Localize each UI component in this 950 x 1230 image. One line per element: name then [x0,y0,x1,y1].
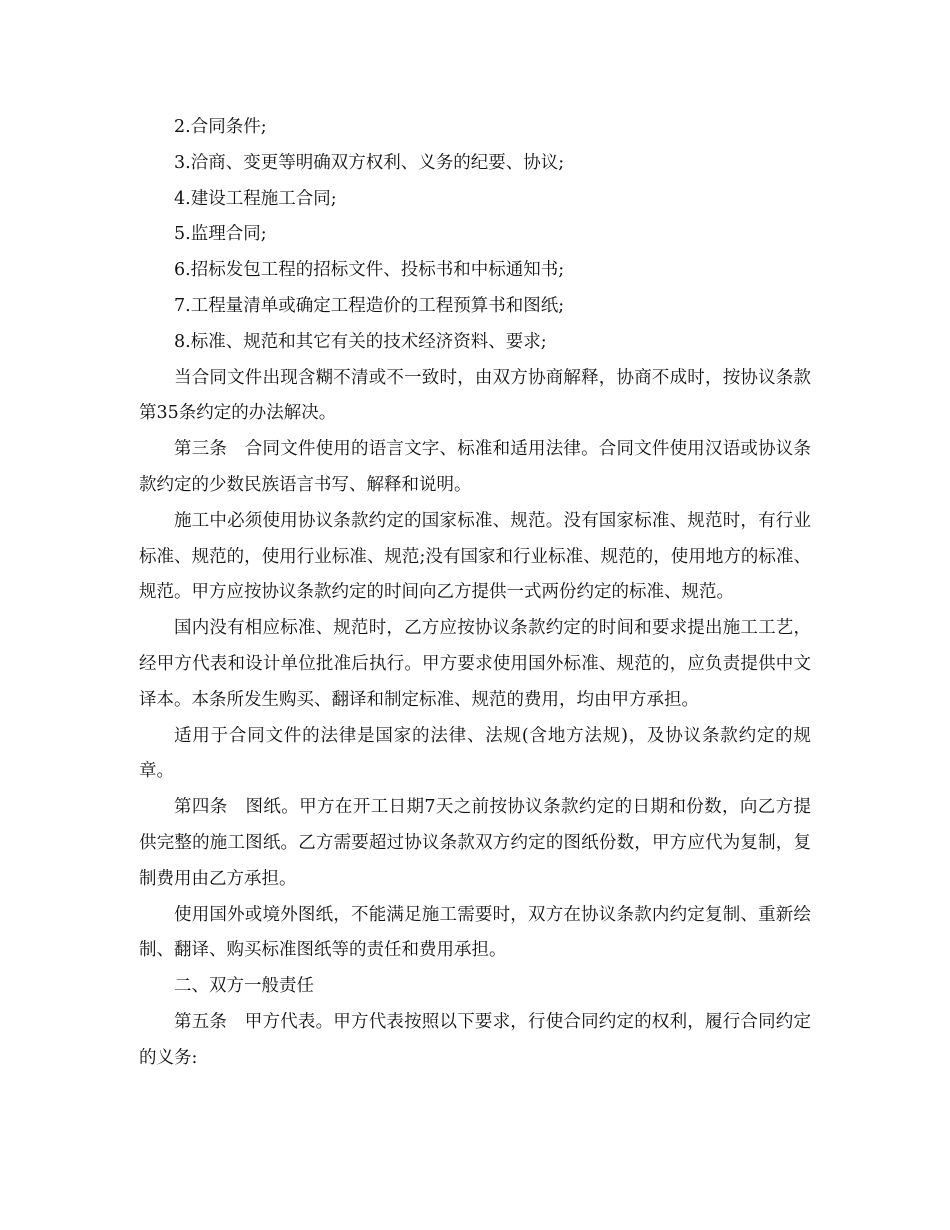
section-heading: 二、双方一般责任 [174,976,314,997]
article-paragraph: 第四条 图纸。甲方在开工日期7天之前按协议条款约定的日期和份数，向乙方提供完整的施工图纸。乙方需要超过协议条款双方约定的图纸份数，甲方应代为复制，复制费用由乙方承担。 [139,797,811,889]
list-item: 4.建设工程施工合同; [174,188,337,209]
list-item: 3.洽商、变更等明确双方权利、义务的纪要、协议; [174,152,565,173]
article-paragraph: 第三条 合同文件使用的语言文字、标准和适用法律。合同文件使用汉语或协议条款约定的少数民族语言书写、解释和说明。 [139,439,811,495]
list-item: 7.工程量清单或确定工程造价的工程预算书和图纸; [174,295,565,316]
body-paragraph: 当合同文件出现含糊不清或不一致时，由双方协商解释，协商不成时，按协议条款第35条约定的办法解决。 [139,367,811,424]
body-paragraph: 适用于合同文件的法律是国家的法律、法规(含地方法规)，及协议条款约定的规章。 [139,725,811,782]
body-paragraph: 国内没有相应标准、规范时，乙方应按协议条款约定的时间和要求提出施工工艺，经甲方代表和设计单位批准后执行。甲方要求使用国外标准、规范的，应负责提供中文译本。本条所发生购买、翻译和制定标准、规范的费用，均由甲方承担。 [139,618,811,710]
body-paragraph: 施工中必须使用协议条款约定的国家标准、规范。没有国家标准、规范时，有行业标准、规范的，使用行业标准、规范;没有国家和行业标准、规范的，使用地方的标准、规范。甲方应按协议条款约定的时间向乙方提供一式两份约定的标准、规范。 [139,510,811,603]
list-item: 5.监理合同; [174,224,267,245]
list-item: 2.合同条件; [174,117,267,137]
body-paragraph: 使用国外或境外图纸，不能满足施工需要时，双方在协议条款内约定复制、重新绘制、翻译、购买标准图纸等的责任和费用承担。 [139,904,811,961]
article-paragraph: 第五条 甲方代表。甲方代表按照以下要求，行使合同约定的权利，履行合同约定的义务: [139,1011,811,1068]
document-page [139,110,811,1077]
list-item: 6.招标发包工程的招标文件、投标书和中标通知书; [174,260,565,281]
list-item: 8.标准、规范和其它有关的技术经济资料、要求; [174,331,547,352]
